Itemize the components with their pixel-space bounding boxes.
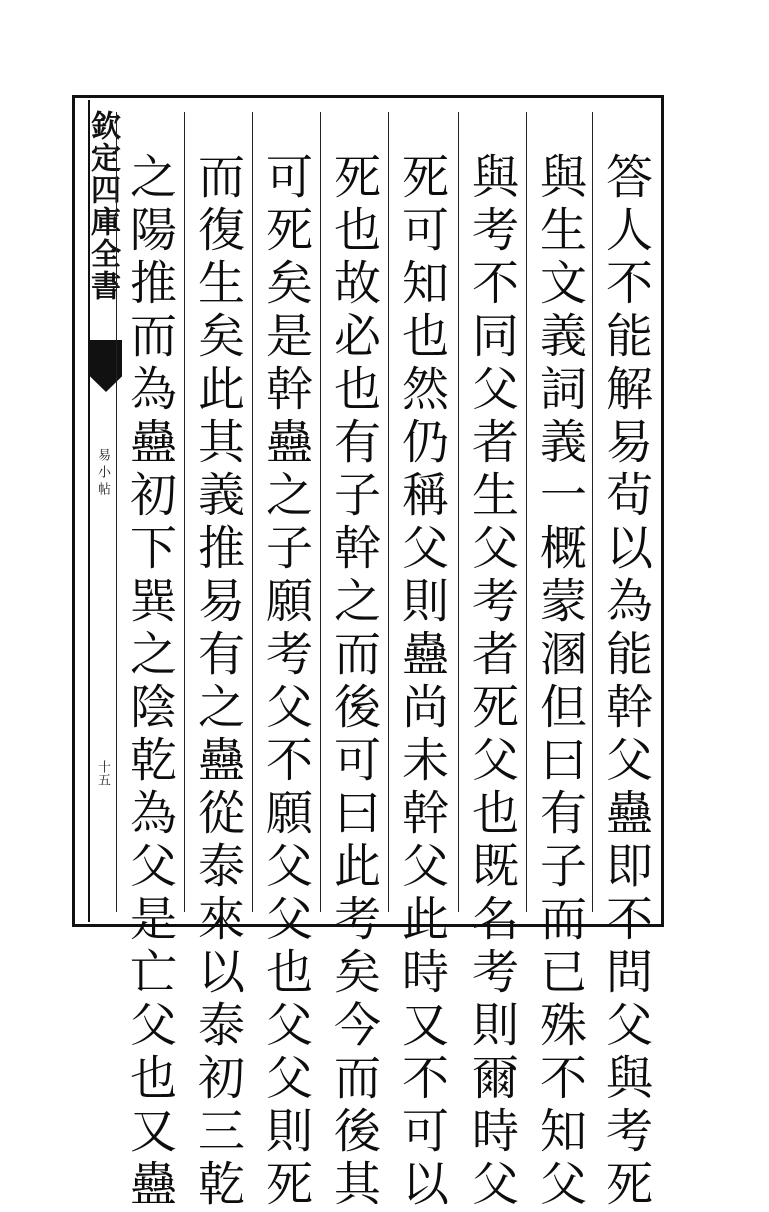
text-column-3: [458, 112, 524, 1212]
text-column-4: [388, 112, 454, 1212]
margin-chapter-title: 易小帖: [95, 448, 110, 499]
margin-page-number: 十五: [95, 760, 110, 786]
column-text: 與考不同父者生父考者死父也既名考則爾時父: [464, 152, 519, 1212]
text-column-7: [184, 112, 250, 1212]
text-column-5: [320, 112, 386, 1212]
text-column-1: [592, 112, 658, 1212]
column-text: 之陽推而為蠱初下巽之陰乾為父是亡父也又蠱: [122, 152, 177, 1212]
text-column-8: [116, 112, 182, 1212]
column-text: 死也故必也有子幹之而後可曰此考矣今而後其: [326, 152, 381, 1212]
column-text: 而復生矣此其義推易有之蠱從泰來以泰初三乾: [190, 152, 245, 1212]
column-text: 答人不能解易茍以為能幹父蠱即不問父與考死: [598, 152, 653, 1212]
column-text: 與生文義詞義一概蒙溷但曰有子而已殊不知父: [532, 152, 587, 1212]
text-column-2: [526, 112, 592, 1212]
column-text: 死可知也然仍稱父則蠱尚未幹父此時又不可以: [394, 152, 449, 1212]
column-text: 可死矣是幹蠱之子願考父不願父父也父父則死: [258, 152, 313, 1212]
text-column-6: [252, 112, 318, 1212]
margin-book-title: 欽定四庫全書: [85, 110, 120, 302]
